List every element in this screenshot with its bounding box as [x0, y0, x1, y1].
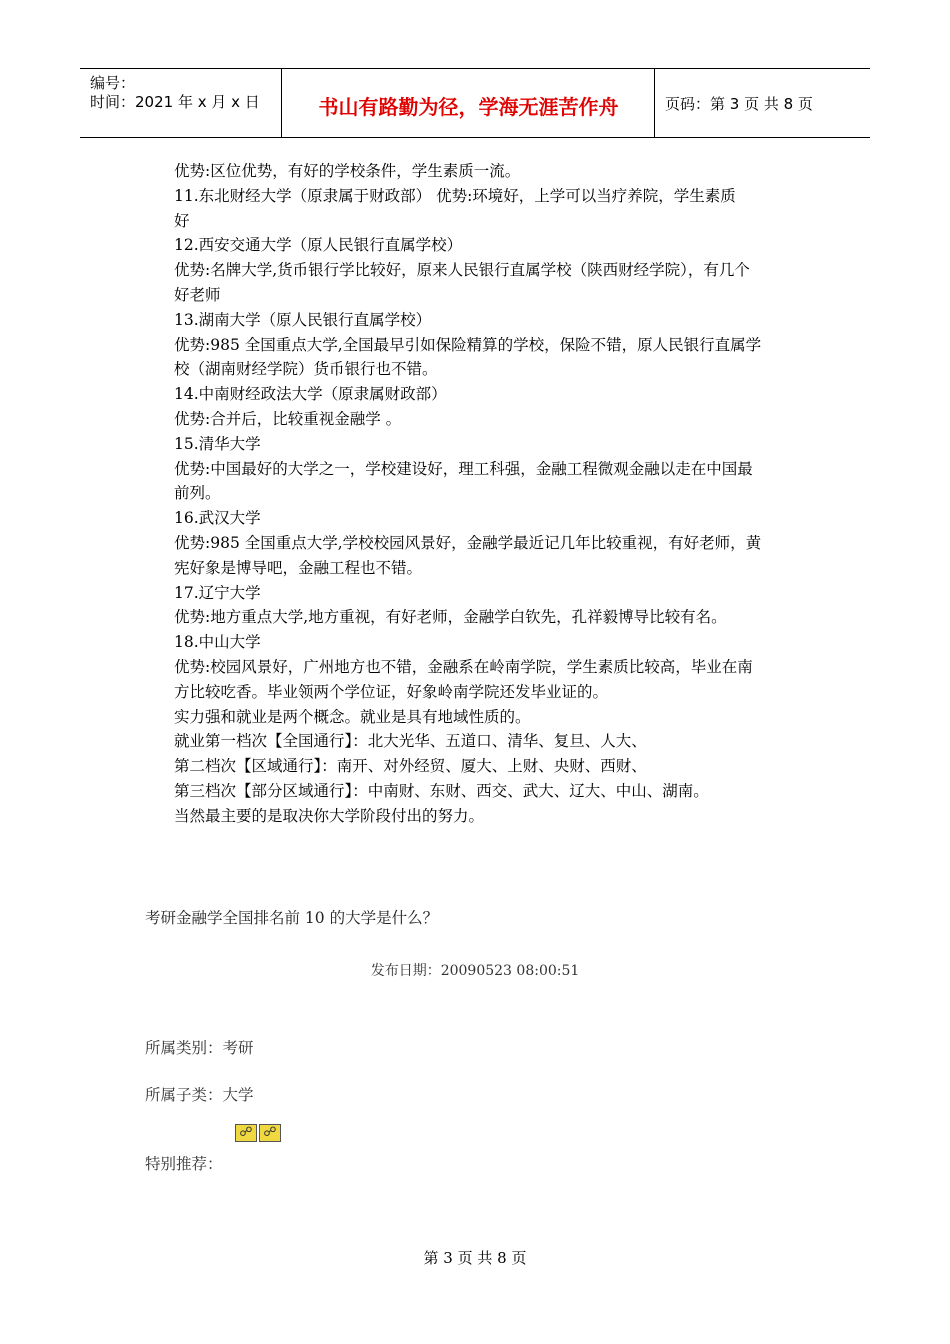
link-icon[interactable]: ☍: [259, 1124, 281, 1142]
text-line: 优势:合并后，比较重视金融学 。: [174, 409, 402, 428]
text-line: 优势:985 全国重点大学,全国最早引如保险精算的学校，保险不错，原人民银行直属学: [174, 335, 762, 354]
text-line: 15.清华大学: [174, 434, 261, 453]
recommend-icons: [235, 1124, 283, 1144]
motto: 书山有路勤为径，学海无涯苦作舟: [318, 95, 619, 119]
text-line: 16.武汉大学: [174, 509, 261, 528]
text-line: 17.辽宁大学: [174, 583, 261, 602]
text-line: 宪好象是博导吧，金融工程也不错。: [174, 558, 423, 577]
text-line: 11.东北财经大学（原隶属于财政部） 优势:环境好，上学可以当疗养院，学生素质: [174, 186, 736, 205]
time-label: 时间：2021 年 x 月 x 日: [90, 93, 260, 111]
text-line: 方比较吃香。毕业领两个学位证，好象岭南学院还发毕业证的。: [174, 682, 609, 701]
special-recommend-label: 特别推荐：: [145, 1155, 223, 1173]
text-line: 好老师: [174, 285, 221, 304]
text-line: 第二档次【区域通行】：南开、对外经贸、厦大、上财、央财、西财、: [174, 757, 647, 776]
text-line: 优势:校园风景好，广州地方也不错，金融系在岭南学院，学生素质比较高，毕业在南: [174, 657, 753, 676]
text-line: 优势:地方重点大学,地方重视，有好老师，金融学白钦先，孔祥毅博导比较有名。: [174, 608, 727, 627]
text-line: 12.西安交通大学（原人民银行直属学校）: [174, 236, 463, 255]
header-left-cell: [80, 69, 282, 137]
category-label: 所属类别：考研: [145, 1039, 254, 1057]
text-line: 优势:名牌大学,货币银行学比较好，原来人民银行直属学校（陕西财经学院），有几个: [174, 261, 750, 280]
text-line: 14.中南财经政法大学（原隶属财政部）: [174, 385, 447, 404]
text-line: 优势:985 全国重点大学,学校校园风景好，金融学最近记几年比较重视，有好老师，黄: [174, 533, 762, 552]
text-line: 好: [174, 211, 190, 230]
page-footer: 第 3 页 共 8 页: [423, 1249, 527, 1267]
page-code: 页码：第 3 页 共 8 页: [665, 95, 813, 113]
link-icon[interactable]: ☍: [235, 1124, 257, 1142]
text-line: 第三档次【部分区域通行】：中南财、东财、西交、武大、辽大、中山、湖南。: [174, 781, 709, 800]
publish-date: 发布日期：20090523 08:00:51: [370, 963, 580, 979]
text-line: 当然最主要的是取决你大学阶段付出的努力。: [174, 806, 485, 825]
body-text: [174, 159, 814, 829]
text-line: 13.湖南大学（原人民银行直属学校）: [174, 310, 432, 329]
header-middle-cell: [282, 69, 655, 137]
number-label: 编号：: [90, 74, 136, 92]
text-line: 前列。: [174, 484, 221, 503]
text-line: 实力强和就业是两个概念。就业是具有地域性质的。: [174, 707, 531, 726]
text-line: 优势:区位优势，有好的学校条件，学生素质一流。: [174, 162, 521, 180]
text-line: 18.中山大学: [174, 633, 261, 652]
text-line: 优势:中国最好的大学之一，学校建设好，理工科强，金融工程微观金融以走在中国最: [174, 459, 753, 478]
header-right-cell: [655, 69, 870, 137]
subcategory-label: 所属子类：大学: [145, 1086, 254, 1104]
question-title: 考研金融学全国排名前 10 的大学是什么？: [145, 909, 439, 927]
text-line: 校（湖南财经学院）货币银行也不错。: [174, 360, 438, 379]
page-header: [80, 68, 870, 138]
text-line: 就业第一档次【全国通行】：北大光华、五道口、清华、复旦、人大、: [174, 732, 647, 751]
